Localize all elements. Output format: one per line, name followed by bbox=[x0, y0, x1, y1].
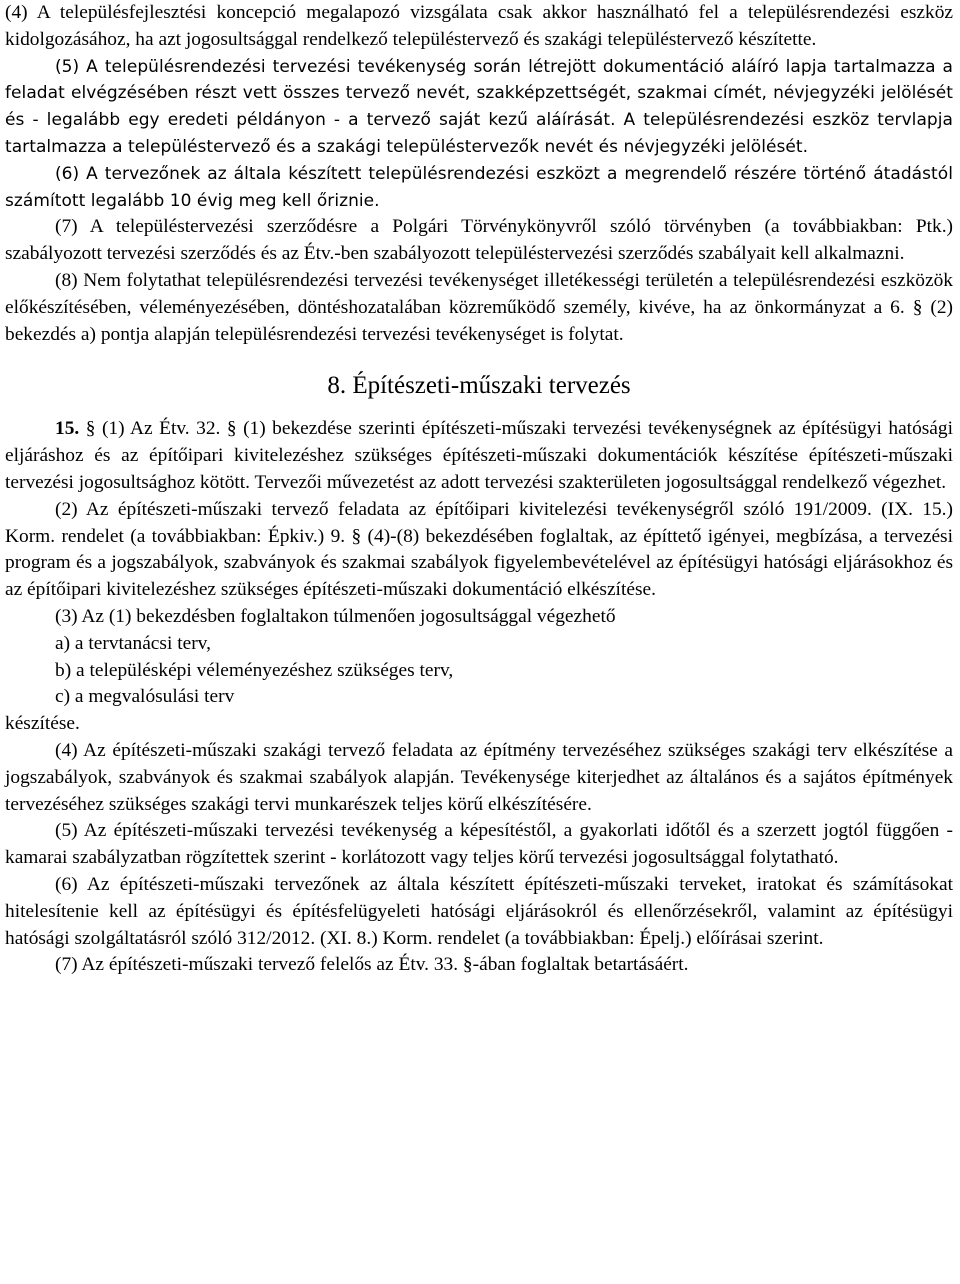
paragraph-8-7: (7) Az építészeti-műszaki tervező felelős az Étv. 33. §-ában foglaltak betartásáért. bbox=[55, 954, 689, 976]
section-number: 15. bbox=[55, 418, 80, 440]
paragraph-7-5: (5) A településrendezési tervezési tevékenység során létrejött dokumentáció aláíró lapja tartalmazza a feladat elvégzésében részt vett összes tervező nevét, szakképzettségét, szakmai címét, névjegyzéki jelölését és - legalább egy eredeti példányon - a tervező saját kezű aláírását. A településrendezési eszköz tervlapja tartalmazza a településtervező és a szakági településtervezők nevét és névjegyzéki jelölését. bbox=[5, 56, 953, 157]
list-item-c: c) a megvalósulási terv bbox=[55, 686, 235, 708]
paragraph-7-6: (6) A tervezőnek az általa készített településrendezési eszközt a megrendelő részére történő átadástól számított legalább 10 évig meg kell őriznie. bbox=[5, 163, 953, 211]
paragraph-8-1-text: § (1) Az Étv. 32. § (1) bekezdése szerinti építészeti-műszaki tervezési tevékenységnek az építésügyi hatósági eljáráshoz és az építőipari kivitelezéshez szükséges építészeti-műszaki dokumentációk készítése építészeti-műszaki tervezési jogosultsághoz kötött. Tervezői művezetést az adott tervezési szakterületen jogosultsággal rendelkező végezhet. bbox=[5, 418, 953, 493]
paragraph-8-2: (2) Az építészeti-műszaki tervező feladata az építőipari kivitelezési tevékenységről szóló 191/2009. (IX. 15.) Korm. rendelet (a továbbiakban: Épkiv.) 9. § (4)-(8) bekezdésében foglaltak, az építtető igényei, megbízása, a tervezési program és a jogszabályok, szabványok és szakmai szabályok figyelembevételével az építésügyi hatósági eljárásokhoz és az építőipari kivitelezéshez szükséges építészeti-műszaki dokumentáció elkészítése. bbox=[5, 498, 953, 601]
list-item-a: a) a tervtanácsi terv, bbox=[55, 632, 211, 654]
paragraph-8-1 bbox=[5, 416, 953, 496]
paragraph-8-4: (4) Az építészeti-műszaki szakági tervező feladata az építmény tervezéséhez szükséges szakági terv elkészítése a jogszabályok, szabványok és szakmai szabályok alapján. Tevékenysége kiterjedhet az általános és a sajátos építmények tervezéséhez szükséges szakági tervi munkarészek teljes körű elkészítésére. bbox=[5, 739, 953, 815]
paragraph-7-7: (7) A településtervezési szerződésre a Polgári Törvénykönyvről szóló törvényben (a továbbiakban: Ptk.) szabályozott tervezési szerződés és az Étv.-ben szabályozott településtervezési szerződés szabályait kell alkalmazni. bbox=[5, 216, 953, 265]
paragraph-8-5: (5) Az építészeti-műszaki tervezési tevékenység a képesítéstől, a gyakorlati időtől és a szerzett jogtól függően - kamarai szabályzatban rögzítettek szerint - korlátozott vagy teljes körű tervezési jogosultsággal folytatható. bbox=[5, 820, 953, 869]
list-item-b: b) a településképi véleményezéshez szükséges terv, bbox=[55, 659, 454, 681]
paragraph-8-6: (6) Az építészeti-műszaki tervezőnek az általa készített építészeti-műszaki terveket, iratokat és számításokat hitelesítenie kell az építésügyi és építésfelügyeleti hatósági eljárásokról és ellenőrzésekről, valamint az építésügyi hatósági szolgáltatásról szóló 312/2012. (XI. 8.) Korm. rendelet (a továbbiakban: Épelj.) előírásai szerint. bbox=[5, 873, 953, 949]
paragraph-8-3: (3) Az (1) bekezdésben foglaltakon túlmenően jogosultsággal végezhető bbox=[55, 605, 616, 627]
section-heading: 8. Építészeti-műszaki tervezés bbox=[327, 372, 631, 400]
paragraph-7-8: (8) Nem folytathat településrendezési tervezési tevékenységet illetékességi területén a településrendezési eszközök előkészítésében, véleményezésében, döntéshozatalában közreműködő személy, kivéve, ha az önkormányzat a 6. § (2) bekezdés a) pontja alapján településrendezési tervezési tevékenységet is folytat. bbox=[5, 269, 953, 345]
paragraph-7-4: (4) A településfejlesztési koncepció megalapozó vizsgálata csak akkor használható fel a településrendezési eszköz kidolgozásához, ha azt jogosultsággal rendelkező településtervező és szakági településtervező készítette. bbox=[5, 2, 953, 50]
paragraph-8-3-end: készítése. bbox=[5, 713, 80, 735]
